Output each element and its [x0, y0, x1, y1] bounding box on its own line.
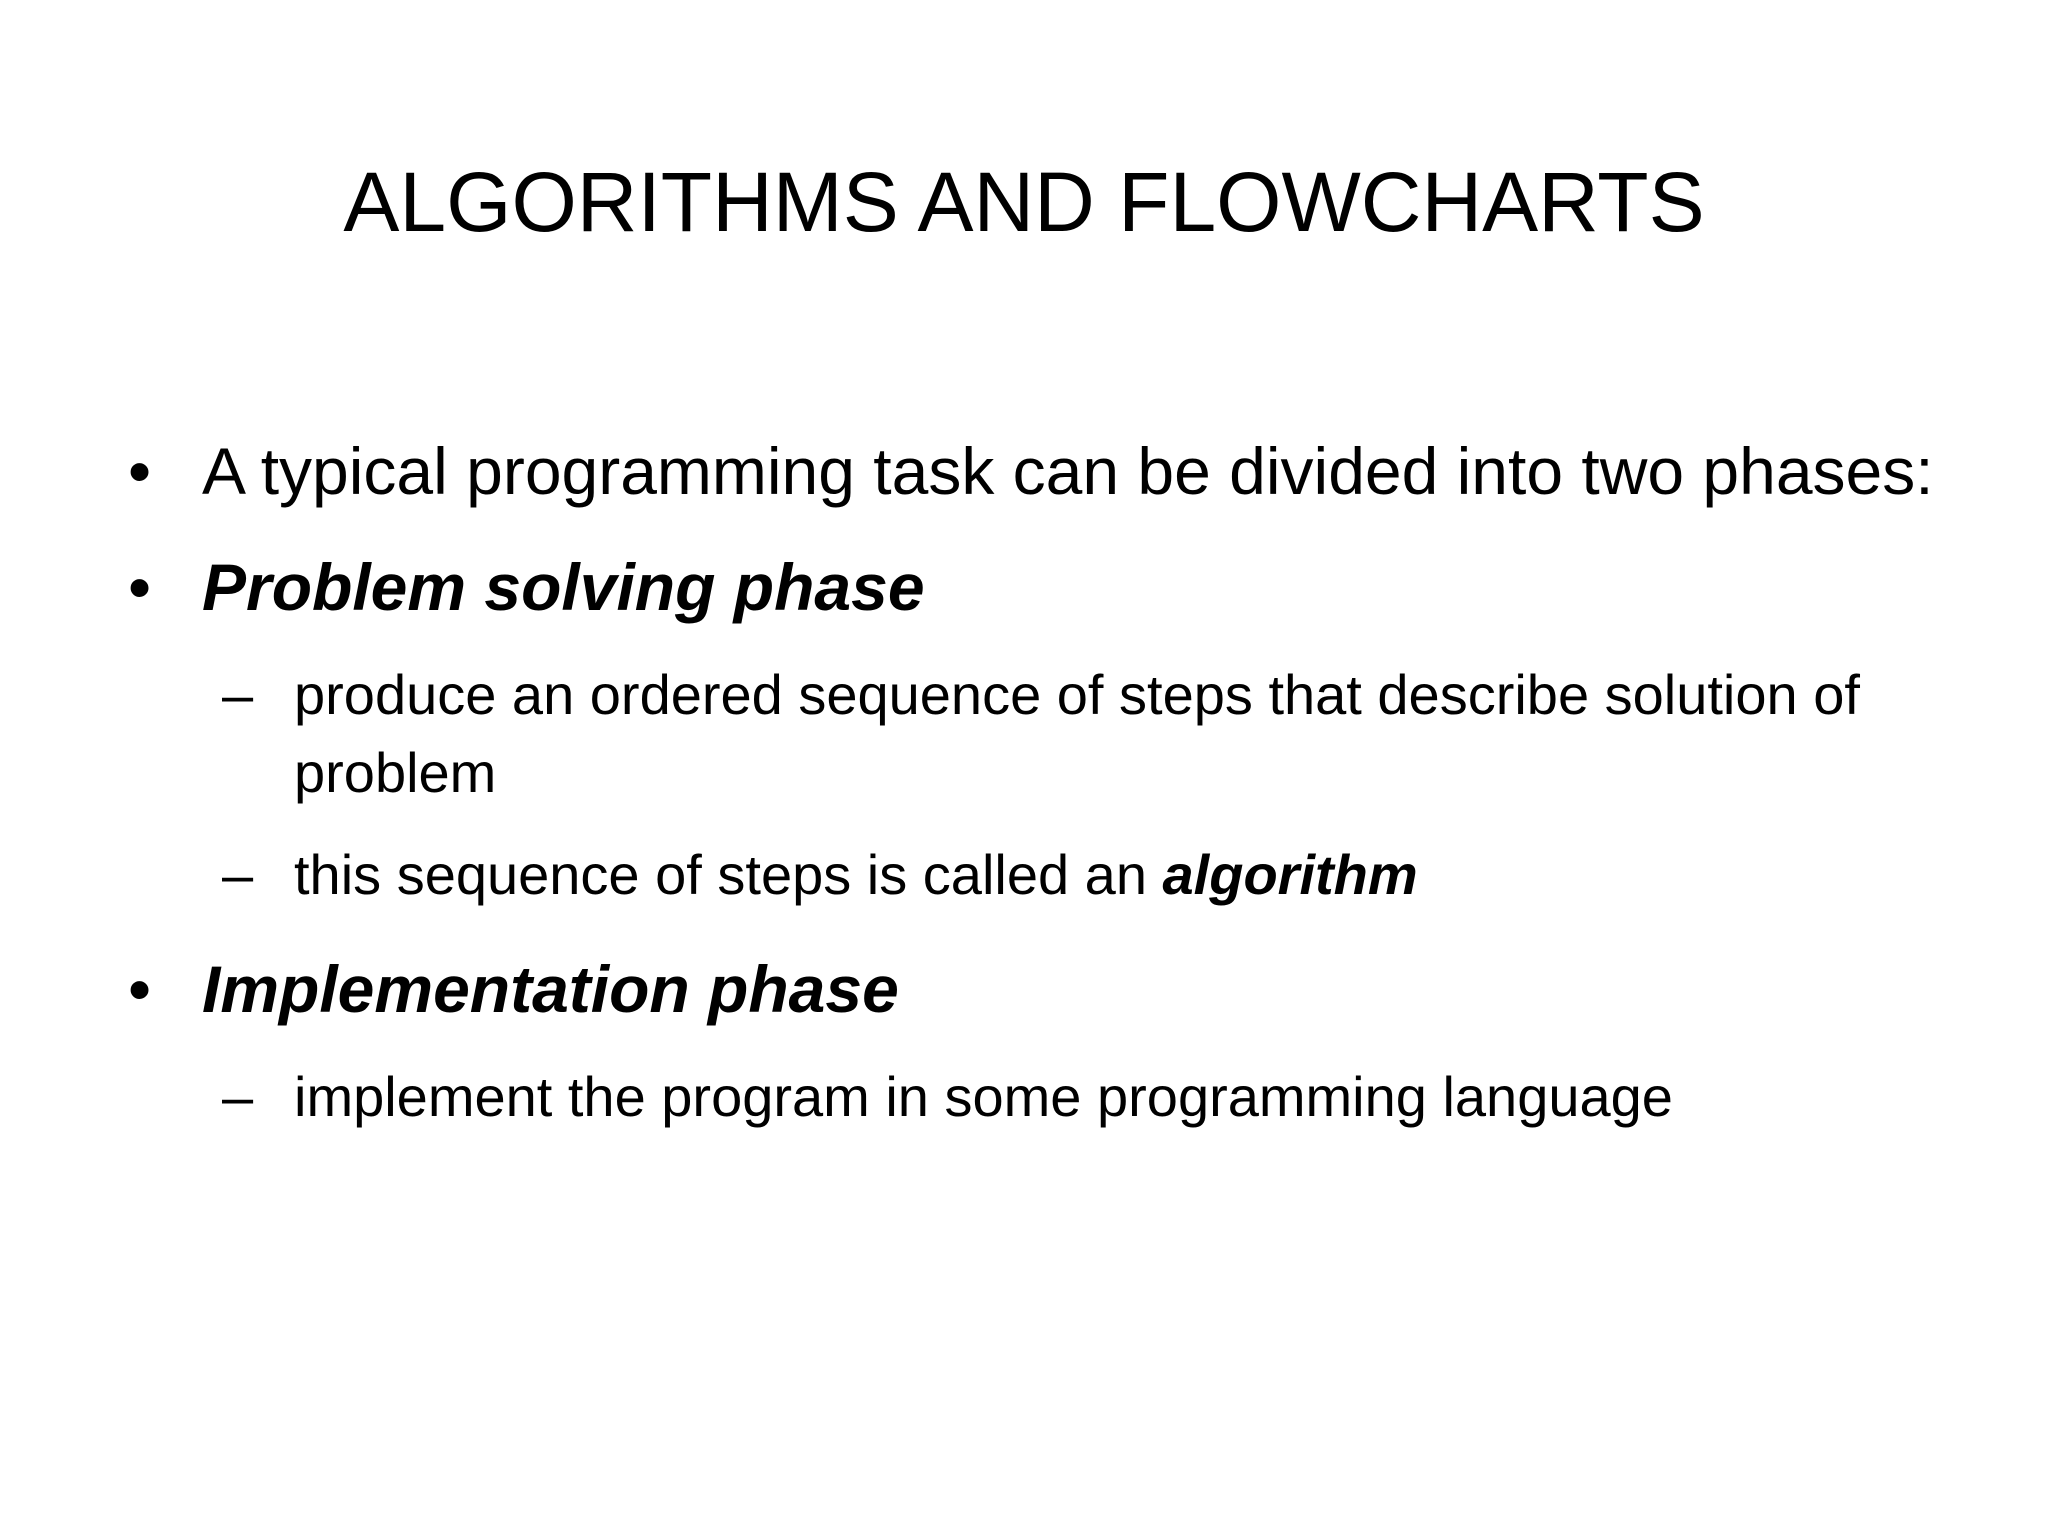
bullet-item-problem-solving-phase [120, 546, 1940, 628]
subitem-implement-program [120, 1058, 1940, 1136]
bullet-text: Problem solving phase [202, 550, 925, 624]
bullet-item-programming-task [120, 430, 1940, 512]
subitem-text-prefix: this sequence of steps is called an [294, 843, 1163, 906]
dash-icon: – [222, 1065, 254, 1128]
slide-title: ALGORITHMS AND FLOWCHARTS [343, 155, 1705, 249]
problem-solving-subitems [120, 656, 1940, 914]
dash-icon: – [222, 663, 254, 726]
implementation-subitems [120, 1058, 1940, 1136]
bullet-item-implementation-phase [120, 948, 1940, 1030]
subitem-text: produce an ordered sequence of steps that describe solution of problem [294, 663, 1860, 804]
bullet-text: Implementation phase [202, 952, 899, 1026]
algorithm-emphasis: algorithm [1162, 843, 1418, 906]
subitem-text: implement the program in some programming language [294, 1065, 1673, 1128]
subitem-ordered-sequence [120, 656, 1940, 812]
slide-content [120, 430, 1940, 1136]
bullet-icon: • [128, 434, 152, 508]
bullet-icon: • [128, 550, 152, 624]
bullet-text: A typical programming task can be divided into two phases: [202, 434, 1934, 508]
bullet-icon: • [128, 952, 152, 1026]
subitem-algorithm [120, 836, 1940, 914]
dash-icon: – [222, 843, 254, 906]
